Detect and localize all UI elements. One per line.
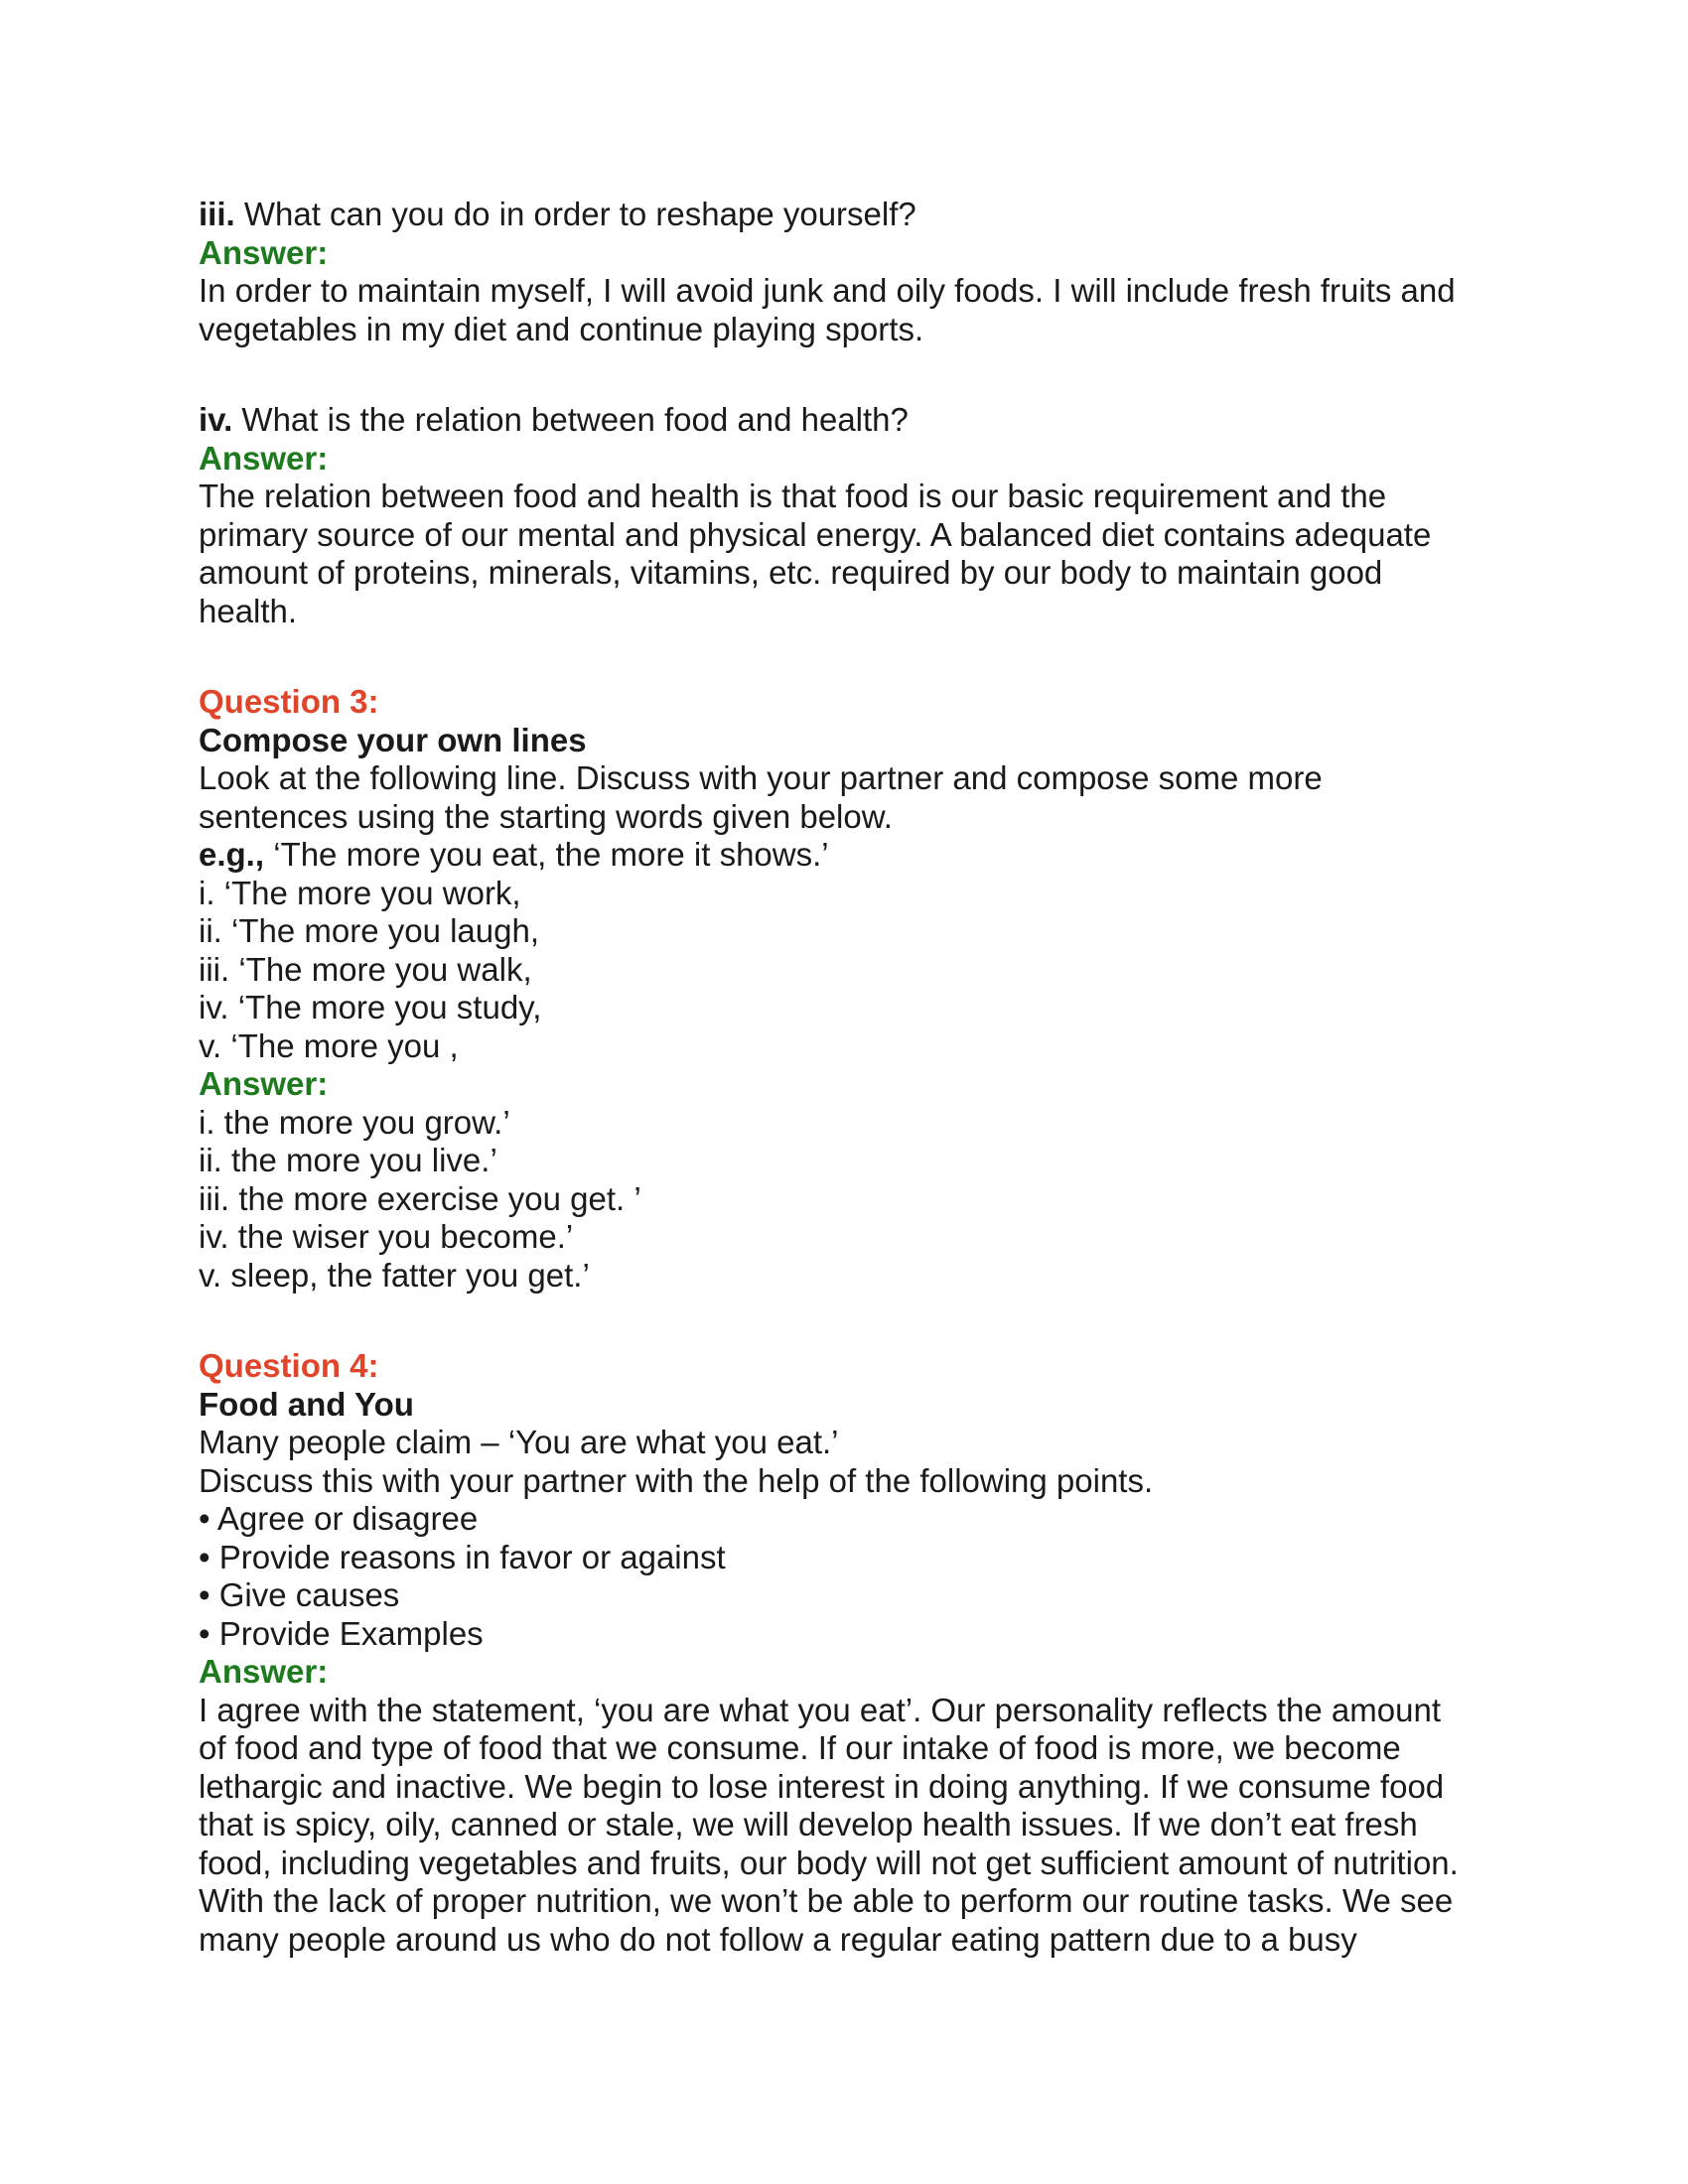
list-item: iv. ‘The more you study, — [199, 989, 542, 1025]
question-3-heading: Question 3: — [199, 683, 379, 720]
list-item: iii. ‘The more you walk, — [199, 950, 532, 988]
answer-line: primary source of our mental and physical energy. A balanced diet contains adequate — [199, 515, 1432, 553]
answer-item: iii. the more exercise you get. ’ — [199, 1179, 641, 1217]
answer-line: vegetables in my diet and continue playing sports. — [199, 310, 924, 347]
answer-line: lethargic and inactive. We begin to lose interest in doing anything. If we consume food — [199, 1767, 1445, 1805]
answer-item: v. sleep, the fatter you get.’ — [199, 1256, 590, 1294]
answer-line: In order to maintain myself, I will avoid junk and oily foods. I will include fresh fruits and — [199, 272, 1456, 309]
example-text: ‘The more you eat, the more it shows.’ — [264, 836, 829, 873]
question-number: iv. — [199, 401, 233, 438]
intro-line: sentences using the starting words given below. — [199, 797, 893, 835]
answer-label: Answer: — [199, 233, 329, 271]
answer-line: food, including vegetables and fruits, our body will not get sufficient amount of nutrition. — [199, 1843, 1459, 1881]
list-item: v. ‘The more you , — [199, 1026, 459, 1064]
example-line — [199, 836, 1509, 875]
question-4-title: Food and You — [199, 1385, 414, 1423]
answer-item: ii. the more you live.’ — [199, 1142, 497, 1178]
answer-label: Answer: — [199, 1653, 329, 1690]
bullet-point: • Provide reasons in favor or against — [199, 1538, 726, 1575]
question-text: What can you do in order to reshape yourself? — [234, 196, 916, 232]
intro-line: Discuss this with your partner with the help of the following points. — [199, 1461, 1154, 1499]
answer-label: Answer: — [199, 439, 329, 477]
intro-line: Look at the following line. Discuss with your partner and compose some more — [199, 759, 1323, 796]
intro-line: Many people claim – ‘You are what you eat.’ — [199, 1424, 839, 1460]
answer-line: The relation between food and health is that food is our basic requirement and the — [199, 478, 1387, 514]
answer-item: i. the more you grow.’ — [199, 1103, 510, 1141]
question-text: What is the relation between food and health? — [232, 401, 909, 438]
answer-line: With the lack of proper nutrition, we won’t be able to perform our routine tasks. We see — [199, 1882, 1454, 1919]
question-number: iii. — [199, 196, 235, 232]
example-label: e.g., — [199, 836, 265, 873]
bullet-point: • Give causes — [199, 1576, 400, 1613]
answer-item: iv. the wiser you become.’ — [199, 1218, 574, 1255]
answer-line: many people around us who do not follow a regular eating pattern due to a busy — [199, 1920, 1357, 1958]
bullet-point: • Provide Examples — [199, 1614, 484, 1652]
answer-line: that is spicy, oily, canned or stale, we will develop health issues. If we don’t eat fresh — [199, 1806, 1418, 1843]
answer-line: health. — [199, 592, 298, 629]
question-iii — [199, 196, 1509, 234]
answer-line: amount of proteins, minerals, vitamins, etc. required by our body to maintain good — [199, 554, 1383, 591]
list-item: i. ‘The more you work, — [199, 874, 521, 911]
question-iv — [199, 401, 1509, 440]
bullet-point: • Agree or disagree — [199, 1500, 479, 1537]
document-page — [199, 196, 1509, 1959]
question-3-title: Compose your own lines — [199, 721, 587, 758]
answer-label: Answer: — [199, 1065, 329, 1102]
answer-line: I agree with the statement, ‘you are what you eat’. Our personality reflects the amount — [199, 1691, 1441, 1728]
answer-line: of food and type of food that we consume. If our intake of food is more, we become — [199, 1729, 1401, 1766]
question-4-heading: Question 4: — [199, 1347, 379, 1384]
list-item: ii. ‘The more you laugh, — [199, 912, 540, 949]
